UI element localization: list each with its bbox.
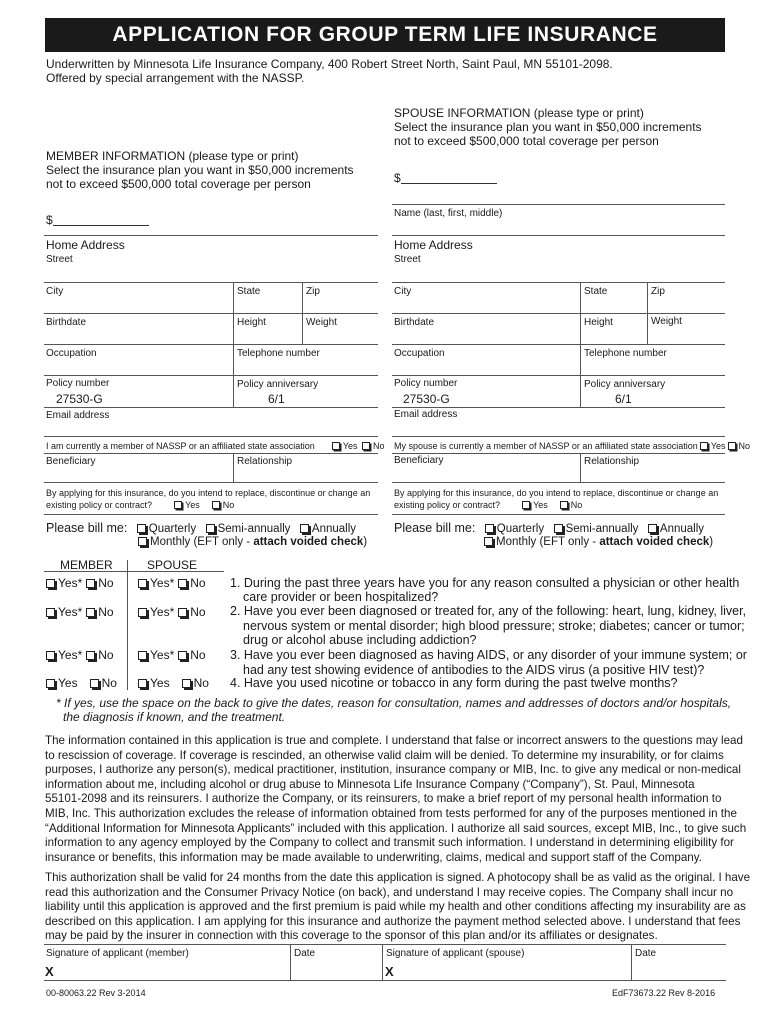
member-nassp-yes-checkbox[interactable] — [332, 442, 340, 450]
spouse-policy-anniversary: 6/1 — [615, 392, 632, 406]
divider — [44, 482, 378, 483]
spouse-replace-no-checkbox[interactable] — [560, 501, 568, 509]
q2-member-no-checkbox[interactable] — [86, 608, 95, 617]
divider — [302, 313, 303, 344]
member-amount-field[interactable] — [46, 213, 149, 227]
divider — [233, 453, 234, 482]
spouse-replace-line-1: By applying for this insurance, do you intend to replace, discontinue or change an — [394, 488, 719, 498]
footer-right: EdF73673.22 Rev 8-2016 — [612, 988, 716, 998]
q2-member-answers — [44, 605, 114, 619]
q3-member-answers — [44, 648, 114, 662]
member-annual-checkbox[interactable] — [300, 524, 309, 533]
member-weight-label: Weight — [306, 317, 337, 328]
member-policy-number-label: Policy number — [46, 378, 110, 389]
member-zip-label: Zip — [306, 286, 320, 297]
spouse-semiannual-checkbox[interactable] — [554, 524, 563, 533]
member-replace-text: existing policy or contract? — [46, 500, 153, 510]
divider — [44, 375, 378, 376]
spouse-city-label: City — [394, 286, 412, 297]
q2-text — [230, 604, 746, 648]
member-height-label: Height — [237, 317, 266, 328]
member-monthly-checkbox[interactable] — [138, 537, 147, 546]
q1-spouse-no-checkbox[interactable] — [178, 579, 187, 588]
q3-line-2: had any test showing evidence of antibodies to the AIDS virus (a positive HIV test)? — [243, 662, 705, 677]
spouse-occupation-label: Occupation — [394, 348, 445, 359]
member-amount-line — [53, 215, 149, 226]
para1-line: 55101-2098 and its reinsurers. I authorize the Company, or its reinsurers, to make a brief report of my personal health information to — [45, 792, 722, 806]
yes-label: Yes* — [58, 576, 83, 590]
semiannual-label: Semi-annually — [565, 523, 639, 535]
no-label: No — [193, 676, 209, 690]
spouse-amount-field[interactable] — [394, 171, 497, 185]
q1-member-no-checkbox[interactable] — [86, 579, 95, 588]
health-col-spouse: SPOUSE — [147, 558, 198, 572]
spouse-beneficiary-label: Beneficiary — [394, 455, 444, 466]
divider — [44, 235, 378, 236]
member-birthdate-label: Birthdate — [46, 317, 87, 328]
member-nassp-no-checkbox[interactable] — [362, 442, 370, 450]
q2-spouse-no-checkbox[interactable] — [178, 608, 187, 617]
divider — [44, 514, 378, 515]
divider — [392, 436, 725, 437]
attach-label: attach voided check — [599, 536, 710, 548]
health-note-line-1: * If yes, use the space on the back to give the dates, reason for consultation, names and addresses of doctors and/or hospitals, — [56, 696, 732, 710]
spouse-billing-row-2 — [482, 536, 713, 548]
q3-spouse-no-checkbox[interactable] — [178, 651, 187, 660]
member-relationship-label: Relationship — [237, 456, 293, 467]
authorization-paragraph-1 — [45, 734, 747, 865]
spouse-date-label: Date — [635, 948, 657, 959]
member-bill-label: Please bill me: — [46, 521, 128, 535]
spouse-telephone-label: Telephone number — [584, 348, 667, 359]
divider — [302, 282, 303, 313]
semiannual-label: Semi-annually — [217, 523, 291, 535]
no-label: No — [98, 648, 114, 662]
quarterly-label: Quarterly — [496, 523, 545, 535]
member-policy-anniversary-label: Policy anniversary — [237, 379, 319, 390]
yes-label: Yes — [185, 500, 200, 510]
para1-line: MIB, Inc. This authorization excludes the release of information obtained from tests performed for any of the purposes mentioned in the — [45, 806, 737, 820]
member-heading: MEMBER INFORMATION (please type or print) — [46, 149, 299, 163]
divider — [44, 980, 726, 981]
no-label: No — [101, 676, 117, 690]
no-label: No — [190, 576, 206, 590]
spouse-billing-row-1 — [394, 521, 704, 535]
q3-spouse-answers — [136, 648, 206, 662]
divider — [392, 375, 725, 376]
no-label: No — [190, 605, 206, 619]
divider — [44, 944, 726, 945]
underwriter-line-2: Offered by special arrangement with the NASSP. — [46, 71, 305, 85]
member-nassp-question — [46, 441, 385, 452]
q4-spouse-no-checkbox[interactable] — [182, 679, 191, 688]
spouse-nassp-no-checkbox[interactable] — [728, 442, 736, 450]
member-occupation-label: Occupation — [46, 348, 97, 359]
q4-member-answers — [44, 676, 117, 690]
close-paren: ) — [709, 536, 714, 548]
spouse-instr-1: Select the insurance plan you want in $50,000 increments — [394, 120, 702, 134]
yes-label: Yes — [533, 500, 548, 510]
q3-text — [230, 648, 747, 677]
divider — [233, 344, 234, 375]
spouse-zip-label: Zip — [651, 286, 665, 297]
member-replace-line-1: By applying for this insurance, do you intend to replace, discontinue or change an — [46, 488, 371, 498]
no-label: No — [738, 441, 751, 451]
divider — [392, 407, 725, 408]
divider — [233, 282, 234, 313]
footer-left: 00-80063.22 Rev 3-2014 — [46, 988, 146, 998]
member-instr-2: not to exceed $500,000 total coverage per person — [46, 177, 311, 191]
annual-label: Annually — [311, 523, 357, 535]
divider — [392, 453, 725, 454]
divider — [580, 282, 581, 313]
authorization-paragraph-2 — [45, 871, 751, 944]
q1-spouse-answers — [136, 576, 206, 590]
spouse-replace-text: existing policy or contract? — [394, 500, 501, 510]
q4-member-yes-checkbox[interactable] — [46, 679, 55, 688]
yes-label: Yes* — [150, 648, 175, 662]
para1-line: purposes, I authorize any person(s), medical practitioner, institution, insurance company or MIB, Inc. to give any medical or non-medical — [45, 763, 741, 777]
divider — [392, 514, 725, 515]
attach-label: attach voided check — [253, 536, 364, 548]
spouse-state-label: State — [584, 286, 608, 297]
member-quarterly-checkbox[interactable] — [137, 524, 146, 533]
q4-spouse-yes-checkbox[interactable] — [138, 679, 147, 688]
no-label: No — [98, 576, 114, 590]
divider — [392, 344, 725, 345]
spouse-annual-checkbox[interactable] — [648, 524, 657, 533]
form-title: APPLICATION FOR GROUP TERM LIFE INSURANCE — [45, 18, 725, 52]
divider — [382, 944, 383, 980]
close-paren: ) — [363, 536, 368, 548]
divider — [580, 313, 581, 344]
divider — [233, 313, 234, 344]
divider — [647, 313, 648, 344]
divider — [44, 313, 378, 314]
annual-label: Annually — [659, 523, 705, 535]
para1-line: insurance or benefits, this information may be made available to underwriting, claims, medical and support staff of the Company. — [45, 850, 702, 864]
member-billing-row-2 — [136, 536, 367, 548]
q1-member-yes-checkbox[interactable] — [46, 579, 55, 588]
para1-line: information to any agency employed by the Company to collect and transmit such information. I understand in determining eligibility for — [45, 836, 734, 850]
yes-label: Yes — [342, 441, 358, 451]
yes-label: Yes — [150, 676, 170, 690]
q1-text — [230, 576, 739, 604]
divider — [580, 375, 581, 407]
spouse-signature-label: Signature of applicant (spouse) — [386, 948, 525, 959]
q2-spouse-yes-checkbox[interactable] — [138, 608, 147, 617]
yes-label: Yes — [710, 441, 726, 451]
member-street-label: Street — [46, 254, 73, 265]
monthly-label: Monthly (EFT only - — [150, 536, 254, 548]
underwriter-line-1: Underwritten by Minnesota Life Insurance Company, 400 Robert Street North, Saint Paul, MN 55101-2098. — [46, 57, 613, 71]
health-col-member: MEMBER — [60, 558, 113, 572]
member-date-label: Date — [294, 948, 316, 959]
q1-line-2: care provider or been hospitalized? — [243, 590, 439, 604]
yes-label: Yes* — [58, 605, 83, 619]
member-home-address: Home Address — [46, 238, 125, 252]
spouse-quarterly-checkbox[interactable] — [485, 524, 494, 533]
q3-line-1: 3. Have you ever been diagnosed as having AIDS, or any disorder of your immune system; or — [230, 648, 747, 662]
spouse-policy-number: 27530-G — [403, 392, 450, 406]
spouse-replace-line-2 — [394, 500, 582, 511]
yes-label: Yes — [58, 676, 78, 690]
member-city-label: City — [46, 286, 64, 297]
divider — [44, 436, 378, 437]
spouse-policy-number-label: Policy number — [394, 378, 458, 389]
q4-spouse-answers — [136, 676, 209, 690]
para2-line: liability until this application is approved and the first premium is paid while my health and other conditions affecting my insurability are as — [45, 900, 746, 914]
spouse-name-label: Name (last, first, middle) — [394, 208, 503, 219]
no-label: No — [222, 500, 235, 510]
para1-line: to rescission of coverage. If coverage is rescinded, an otherwise valid claim will be denied. To determine my insurability, or for claims — [45, 748, 724, 762]
q2-member-yes-checkbox[interactable] — [46, 608, 55, 617]
spouse-nassp-question — [394, 441, 750, 452]
spouse-bill-label: Please bill me: — [394, 521, 476, 535]
divider — [392, 482, 725, 483]
member-nassp-text: I am currently a member of NASSP or an affiliated state association — [46, 441, 315, 451]
q2-line-1: 2. Have you ever been diagnosed or treated for, any of the following: heart, lung, kidney, liver, — [230, 604, 747, 618]
divider — [44, 282, 378, 283]
member-email-label: Email address — [46, 410, 110, 421]
member-billing-row-1 — [46, 521, 356, 535]
divider — [233, 375, 234, 407]
q4-text: 4. Have you used nicotine or tobacco in any form during the past twelve months? — [230, 676, 678, 690]
spouse-home-address: Home Address — [394, 238, 473, 252]
para1-line: “Additional Information for Minnesota Applicants” included with this application. I authorize all said sources, except MIB, Inc., to give such — [45, 821, 747, 835]
member-instr-1: Select the insurance plan you want in $50,000 increments — [46, 163, 354, 177]
q2-line-3: drug or alcohol abuse including addiction? — [243, 633, 477, 647]
spouse-nassp-yes-checkbox[interactable] — [700, 442, 708, 450]
spouse-birthdate-label: Birthdate — [394, 317, 435, 328]
divider — [290, 944, 291, 980]
para2-line: may be paid by the insurer in connection with this coverage to the sponsor of this plan and/or its affiliates or designates. — [45, 929, 658, 943]
yes-label: Yes* — [58, 648, 83, 662]
divider — [44, 453, 378, 454]
dollar-sign: $ — [46, 213, 53, 227]
q2-spouse-answers — [136, 605, 206, 619]
spouse-height-label: Height — [584, 317, 613, 328]
spouse-instr-2: not to exceed $500,000 total coverage per person — [394, 134, 659, 148]
q1-spouse-yes-checkbox[interactable] — [138, 579, 147, 588]
spouse-heading: SPOUSE INFORMATION (please type or print) — [394, 106, 644, 120]
divider — [392, 235, 725, 236]
member-semiannual-checkbox[interactable] — [206, 524, 215, 533]
spouse-street-label: Street — [394, 254, 421, 265]
no-label: No — [373, 441, 385, 451]
member-policy-number: 27530-G — [56, 392, 103, 406]
para2-line: described on this application. I am applying for this insurance and authorize the payment method selected above. I understand that fees — [45, 914, 741, 928]
divider — [44, 344, 378, 345]
yes-label: Yes* — [150, 576, 175, 590]
member-telephone-label: Telephone number — [237, 348, 320, 359]
member-signature-x[interactable]: X — [45, 964, 54, 979]
yes-label: Yes* — [150, 605, 175, 619]
member-signature-label: Signature of applicant (member) — [46, 948, 189, 959]
no-label: No — [98, 605, 114, 619]
member-state-label: State — [237, 286, 261, 297]
spouse-replace-yes-checkbox[interactable] — [522, 501, 530, 509]
q1-line-1: 1. During the past three years have you for any reason consulted a physician or other health — [230, 576, 740, 590]
spouse-policy-anniversary-label: Policy anniversary — [584, 379, 666, 390]
divider — [392, 313, 725, 314]
spouse-weight-label: Weight — [651, 316, 682, 327]
divider — [580, 453, 581, 482]
dollar-sign: $ — [394, 171, 401, 185]
q3-spouse-yes-checkbox[interactable] — [138, 651, 147, 660]
para1-line: information about me, including alcohol or drug abuse to Minnesota Life Insurance Company (“Company”), St. Paul, Minnesota — [45, 777, 695, 791]
divider — [392, 204, 725, 205]
para2-line: read this authorization and the Consumer Privacy Notice (on back), and understand I may receive copies. The Company shall incur no — [45, 885, 734, 899]
member-policy-anniversary: 6/1 — [268, 392, 285, 406]
spouse-email-label: Email address — [394, 409, 458, 420]
member-beneficiary-label: Beneficiary — [46, 456, 96, 467]
no-label: No — [190, 648, 206, 662]
q4-member-no-checkbox[interactable] — [90, 679, 99, 688]
q1-member-answers — [44, 576, 114, 590]
para2-line: This authorization shall be valid for 24 months from the date this application is signed. A photocopy shall be as valid as the original. I have — [45, 871, 751, 884]
divider — [392, 282, 725, 283]
divider — [127, 560, 128, 690]
spouse-signature-x[interactable]: X — [385, 964, 394, 979]
health-note-line-2: the diagnosis if known, and the treatment. — [63, 709, 286, 724]
member-replace-line-2 — [46, 500, 234, 511]
health-note — [56, 697, 731, 724]
divider — [44, 571, 224, 572]
q3-member-yes-checkbox[interactable] — [46, 651, 55, 660]
spouse-monthly-checkbox[interactable] — [484, 537, 493, 546]
para1-line: The information contained in this application is true and complete. I understand that false or incorrect answers to the questions may lead — [45, 734, 743, 747]
monthly-label: Monthly (EFT only - — [496, 536, 600, 548]
divider — [44, 407, 378, 408]
divider — [647, 282, 648, 313]
spouse-relationship-label: Relationship — [584, 456, 640, 467]
q2-line-2: nervous system or mental disorder; high blood pressure; stroke; diabetes; cancer or tumor; — [243, 618, 745, 633]
quarterly-label: Quarterly — [148, 523, 197, 535]
spouse-nassp-text: My spouse is currently a member of NASSP or an affiliated state association — [394, 441, 698, 451]
member-replace-yes-checkbox[interactable] — [174, 501, 182, 509]
no-label: No — [570, 500, 583, 510]
divider — [631, 944, 632, 980]
q3-member-no-checkbox[interactable] — [86, 651, 95, 660]
divider — [580, 344, 581, 375]
spouse-amount-line — [401, 173, 497, 184]
member-replace-no-checkbox[interactable] — [212, 501, 220, 509]
